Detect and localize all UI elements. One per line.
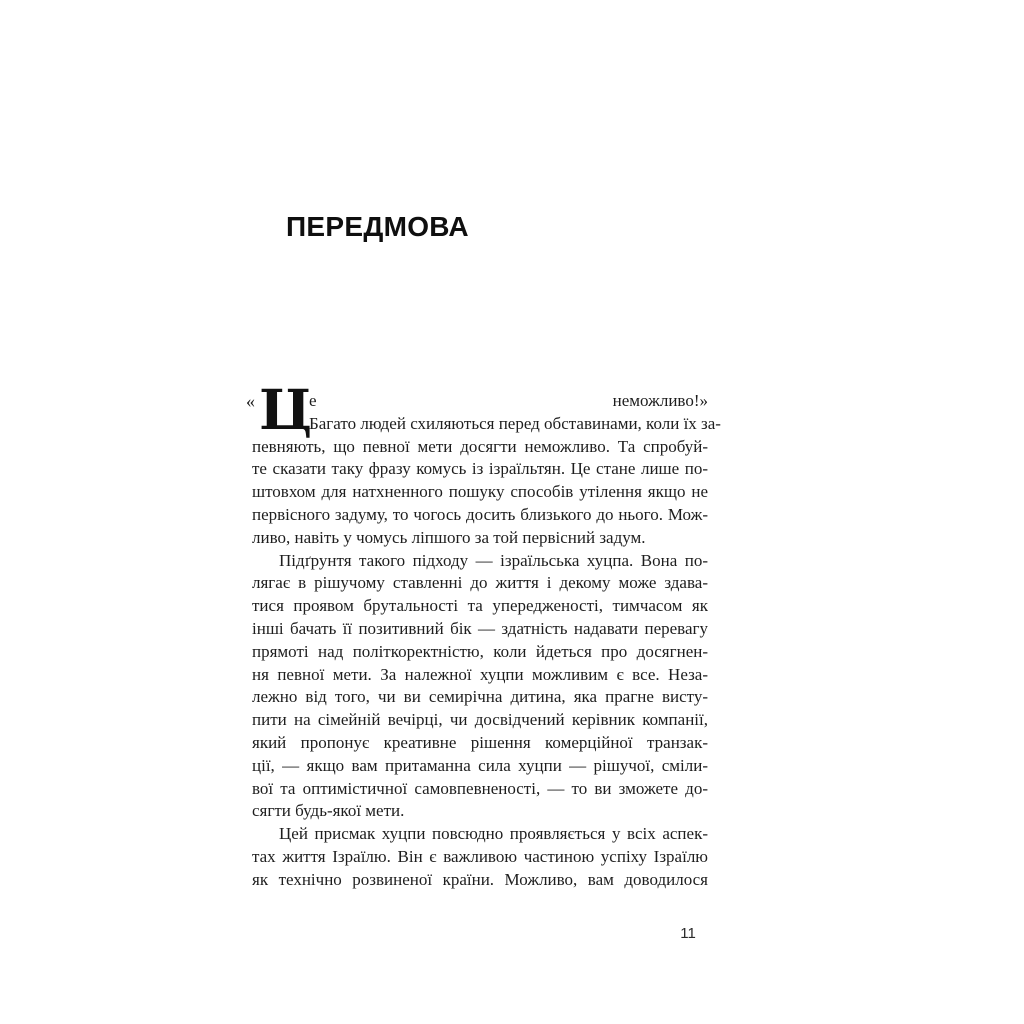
drop-cap-letter: Ц [259, 377, 313, 442]
text-line: вої та оптимістичної самовпевненості, — то ви зможете до- [252, 778, 708, 798]
text-line: Цей присмак хуцпи повсюдно проявляється у всіх аспек- [279, 824, 708, 844]
page-number: 11 [680, 925, 696, 942]
text-line: певняють, що певної мети досягти неможливо. Та спробуй- [252, 436, 708, 456]
text-line: Багато людей схиляються перед обставинами, коли їх за- [309, 413, 721, 433]
text-line: лягає в рішучому ставленні до життя і декому може здава- [252, 573, 708, 593]
text-line: те сказати таку фразу комусь із ізраїльтян. Це стане лише по- [252, 459, 708, 479]
text-line: пити на сімейній вечірці, чи досвідчений керівник компанії, [252, 710, 708, 730]
text-line: інші бачать її позитивний бік — здатність надавати перевагу [252, 618, 708, 638]
text-line: як технічно розвиненої країни. Можливо, вам доводилося [252, 869, 708, 889]
text-line: прямоті над політкоректністю, коли йдеться про досягнен- [252, 641, 708, 661]
text-line: первісного задуму, то чогось досить близького до нього. Мож- [252, 504, 708, 524]
text-line: Підґрунтя такого підходу — ізраїльська хуцпа. Вона по- [279, 550, 708, 570]
text-line: ливо, навіть у чомусь ліпшого за той первісний задум. [252, 527, 646, 547]
text-line: ції, — якщо вам притаманна сила хуцпи — рішучої, сміли- [252, 755, 708, 775]
paragraphs-container [252, 390, 721, 892]
open-quote-mark: « [246, 391, 255, 411]
chapter-heading: ПЕРЕДМОВА [286, 211, 469, 242]
text-line: штовхом для натхненного пошуку способів утілення якщо не [252, 482, 708, 502]
text-line: ня певної мети. За належної хуцпи можливим є все. Неза- [252, 664, 708, 684]
body-text-block [246, 377, 721, 892]
text-line: який пропонує креативне рішення комерційної транзак- [252, 732, 708, 752]
text-line: е неможливо!» [309, 391, 708, 410]
text-line: лежно від того, чи ви семирічна дитина, яка прагне висту- [252, 687, 708, 707]
text-line: тах життя Ізраїлю. Він є важливою частиною успіху Ізраїлю [252, 846, 708, 866]
text-line: сягти будь-якої мети. [252, 801, 405, 821]
text-line: тися проявом брутальності та упередженості, тимчасом як [252, 596, 708, 616]
paragraph [252, 390, 721, 550]
paragraph [252, 823, 708, 891]
paragraph [252, 550, 708, 824]
